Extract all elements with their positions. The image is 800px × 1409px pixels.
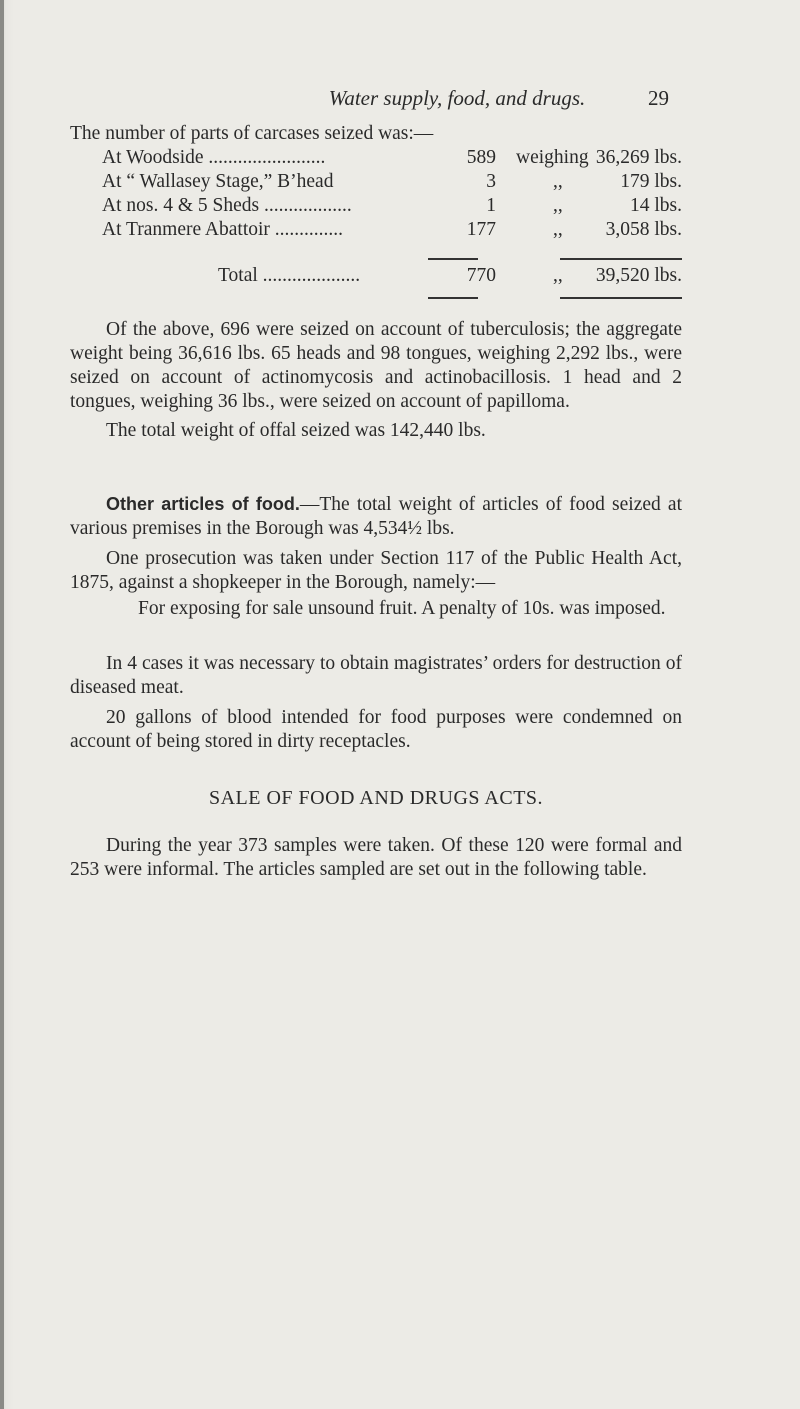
row-weight: 14 lbs. bbox=[629, 195, 682, 216]
row-label: At Woodside ........................ bbox=[102, 147, 326, 168]
other-articles-paragraph bbox=[70, 492, 682, 541]
total-label: Total .................... bbox=[218, 265, 361, 286]
row-ditto-mark: ,, bbox=[553, 219, 563, 240]
count-rule-bottom bbox=[428, 297, 478, 299]
offal-text: The total weight of offal seized was 142,440 lbs. bbox=[106, 420, 486, 441]
samples-text: During the year 373 samples were taken. Of these 120 were formal and 253 were informal. The articles sampled are set out in the following table. bbox=[70, 835, 682, 880]
fruit-text: For exposing for sale unsound fruit. A penalty of 10s. was imposed. bbox=[138, 598, 666, 619]
blood-text: 20 gallons of blood intended for food purposes were condemned on account of being stored in dirty receptacles. bbox=[70, 707, 682, 752]
row-count: 177 bbox=[466, 219, 496, 240]
page-binding-edge bbox=[0, 0, 4, 1409]
total-ditto-mark: ,, bbox=[553, 265, 563, 286]
table-row bbox=[102, 194, 682, 218]
other-articles-title: Other articles of food. bbox=[106, 494, 300, 514]
table-row bbox=[102, 218, 682, 242]
row-label: At nos. 4 & 5 Sheds .................. bbox=[102, 195, 352, 216]
weight-rule-top bbox=[560, 258, 682, 260]
row-weight: 3,058 lbs. bbox=[605, 219, 682, 240]
row-count: 1 bbox=[486, 195, 496, 216]
carcasses-intro: The number of parts of carcases seized was:— bbox=[70, 123, 434, 144]
row-ditto-mark: ,, bbox=[553, 195, 563, 216]
row-count: 589 bbox=[466, 147, 496, 168]
offal-paragraph bbox=[70, 419, 682, 443]
section-heading: SALE OF FOOD AND DRUGS ACTS. bbox=[208, 787, 544, 809]
row-label: At “ Wallasey Stage,” B’head bbox=[102, 171, 334, 192]
fruit-paragraph bbox=[138, 597, 682, 621]
prosecution-text: One prosecution was taken under Section 117 of the Public Health Act, 1875, against a shopkeeper in the Borough, namely:— bbox=[70, 548, 682, 593]
row-label: At Tranmere Abattoir .............. bbox=[102, 219, 344, 240]
total-weight: 39,520 lbs. bbox=[595, 265, 682, 286]
samples-paragraph bbox=[70, 834, 682, 882]
blood-paragraph bbox=[70, 706, 682, 754]
table-row bbox=[102, 170, 682, 194]
row-weighing: weighing bbox=[516, 147, 589, 168]
row-count: 3 bbox=[486, 171, 496, 192]
total-row bbox=[102, 264, 682, 288]
row-weight: 179 lbs. bbox=[620, 171, 682, 192]
magistrates-text: In 4 cases it was necessary to obtain magistrates’ orders for destruction of diseased meat. bbox=[70, 653, 682, 698]
tuberculosis-text: Of the above, 696 were seized on account of tuberculosis; the aggregate weight being 36,616 lbs. 65 heads and 98 tongues, weighing 2,292 lbs., were seized on account of actinomycosis and actinobacillosis. 1 head and 2 tongues, weighing 36 lbs., were seized on account of papilloma. bbox=[70, 319, 682, 412]
weight-rule-bottom bbox=[560, 297, 682, 299]
prosecution-paragraph bbox=[70, 547, 682, 595]
magistrates-paragraph bbox=[70, 652, 682, 700]
page-number: 29 bbox=[648, 86, 669, 110]
row-ditto-mark: ,, bbox=[553, 171, 563, 192]
row-weight: 36,269 lbs. bbox=[595, 147, 682, 168]
running-head: Water supply, food, and drugs. bbox=[328, 86, 586, 110]
count-rule-top bbox=[428, 258, 478, 260]
total-count: 770 bbox=[466, 265, 496, 286]
other-articles-text: —The total weight of articles of food seized at various premises in the Borough was 4,534½ lbs. bbox=[70, 494, 682, 539]
tuberculosis-paragraph bbox=[70, 318, 682, 414]
table-row bbox=[102, 146, 682, 170]
